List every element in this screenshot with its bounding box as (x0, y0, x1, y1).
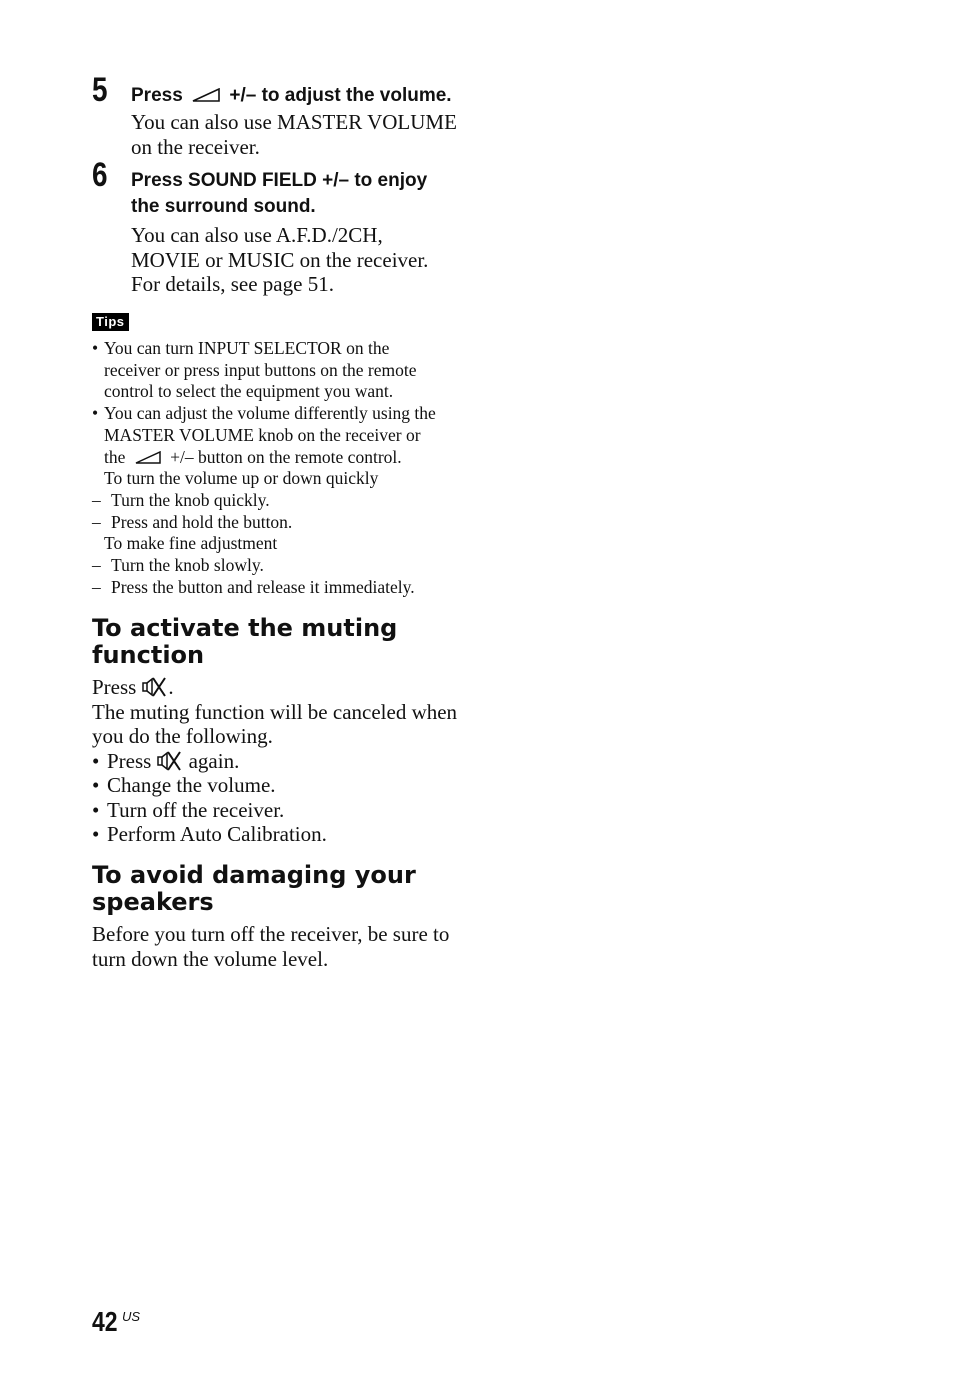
dash-item: – Press and hold the button. (92, 511, 293, 532)
tips-list (92, 338, 472, 598)
list-item: • Perform Auto Calibration. (92, 822, 327, 846)
step-heading: Press SOUND FIELD +/– to enjoy the surround sound. (131, 170, 428, 217)
dash-item: – Press the button and release it immediately. (92, 576, 415, 597)
list-item: • Change the volume. (92, 773, 276, 797)
step-number: 5 (92, 71, 108, 109)
step-heading: Press +/– to adjust the volume. (131, 85, 452, 106)
speakers-heading: To avoid damaging your speakers (92, 861, 416, 916)
volume-wedge-icon (191, 88, 221, 102)
list-item: • Press again. (92, 748, 240, 773)
tip-item: • You can turn INPUT SELECTOR on the receiver or press input buttons on the remote control to select the equipment you want. (92, 338, 417, 402)
dash-item: – Turn the knob quickly. (92, 489, 270, 510)
step-body: You can also use A.F.D./2CH, MOVIE or MUSIC on the receiver. For details, see page 51. (131, 223, 429, 296)
step-5 (92, 73, 482, 159)
speakers-body: Before you turn off the receiver, be sure to turn down the volume level. (92, 922, 450, 971)
volume-wedge-icon (134, 451, 162, 464)
list-item: • Turn off the receiver. (92, 797, 285, 822)
step-number: 6 (92, 156, 108, 194)
tip-item: • You can adjust the volume differently using the MASTER VOLUME knob on the receiver or the +/– button on the remote control. To turn the volume up or down quickly – Turn the knob quickly. – Press and hold the button. To make fine adjustment – Turn the knob slowly. – Press the button and release it immediately. (92, 403, 472, 598)
step-6 (92, 158, 482, 297)
muting-icon (157, 750, 181, 772)
step-body: You can also use MASTER VOLUME on the receiver. (131, 110, 457, 159)
muting-heading: To activate the muting function (92, 614, 398, 669)
dash-item: – Turn the knob slowly. (92, 555, 264, 576)
muting-icon (142, 676, 166, 698)
page-number: 42 US (92, 1306, 141, 1337)
tips-badge: Tips (92, 313, 129, 331)
page-region-suffix: US (122, 1309, 141, 1324)
muting-body: Press . The muting function will be canceled when you do the following. • Press again. • Change the volume. • Turn off the receiver. • Perform Auto Calibration. (92, 675, 482, 847)
